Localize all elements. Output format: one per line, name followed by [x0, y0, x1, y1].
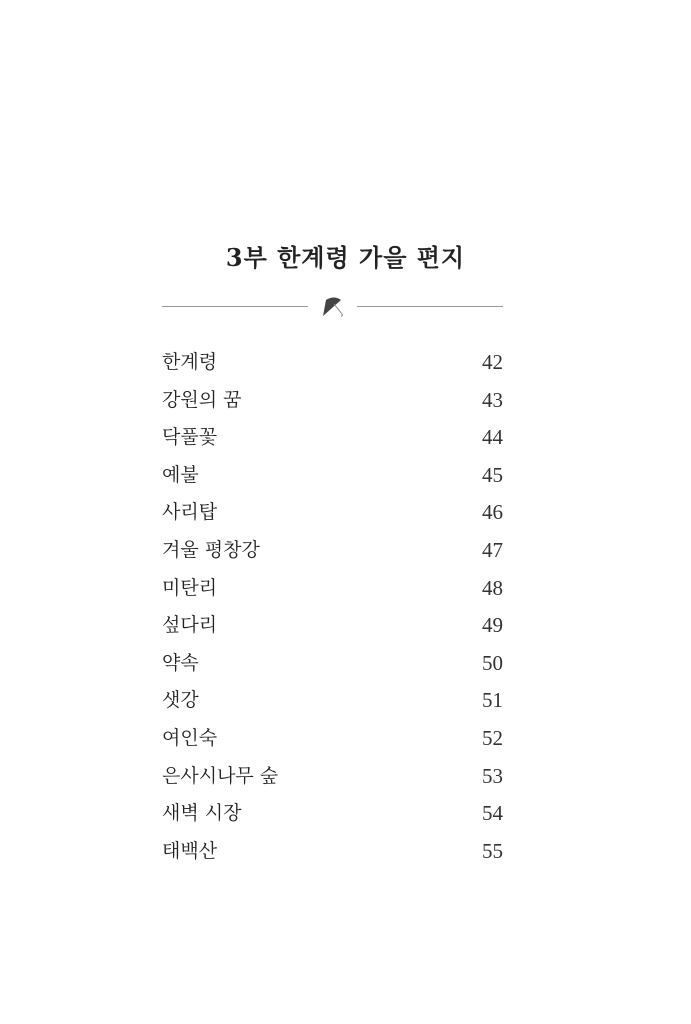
toc-entry-page: 53: [482, 763, 503, 788]
toc-entry: [162, 762, 503, 800]
toc-entry: [162, 686, 503, 724]
toc-entry-page: 49: [482, 613, 503, 638]
toc-entry-title: 예불: [162, 463, 199, 486]
toc-entry-title: 은사시나무 숲: [162, 764, 279, 787]
toc-entry-title: 닥풀꽃: [162, 426, 218, 449]
toc-entry-title: 약속: [162, 651, 199, 674]
toc-entry-title: 사리탑: [162, 501, 218, 524]
toc-entry: [162, 724, 503, 762]
toc-entry-page: 45: [482, 462, 503, 487]
toc-entry-title: 섶다리: [162, 614, 218, 637]
toc-entry-page: 52: [482, 725, 503, 750]
toc-entry: [162, 611, 503, 649]
toc-entry: [162, 536, 503, 574]
toc-entry-page: 44: [482, 425, 503, 450]
toc-entry-page: 54: [482, 801, 503, 826]
toc-entry-title: 미탄리: [162, 576, 218, 599]
section-title: 3부 한계령 가을 편지: [225, 243, 466, 272]
divider-left: [162, 306, 308, 307]
toc-entry: [162, 386, 503, 424]
table-of-contents: [162, 348, 503, 874]
toc-entry-title: 강원의 꿈: [162, 388, 242, 411]
umbrella-icon: [320, 294, 346, 320]
toc-entry: [162, 837, 503, 875]
toc-entry: [162, 649, 503, 687]
toc-entry-title: 태백산: [162, 839, 218, 862]
toc-entry-page: 50: [482, 650, 503, 675]
toc-entry-page: 46: [482, 500, 503, 525]
toc-entry: [162, 799, 503, 837]
toc-entry-page: 47: [482, 537, 503, 562]
toc-entry-page: 48: [482, 575, 503, 600]
toc-entry-title: 여인숙: [162, 726, 218, 749]
toc-entry: [162, 574, 503, 612]
toc-entry: [162, 498, 503, 536]
toc-entry: [162, 348, 503, 386]
toc-entry-page: 55: [482, 838, 503, 863]
toc-entry-page: 51: [482, 688, 503, 713]
toc-entry-title: 새벽 시장: [162, 802, 242, 825]
toc-entry-page: 42: [482, 350, 503, 374]
divider-right: [357, 306, 503, 307]
toc-entry: [162, 461, 503, 499]
toc-entry-title: 샛강: [162, 689, 199, 712]
toc-entry-title: 겨울 평창강: [162, 538, 260, 561]
toc-entry-page: 43: [482, 387, 503, 412]
toc-entry: [162, 423, 503, 461]
toc-entry-title: 한계령: [162, 351, 218, 373]
